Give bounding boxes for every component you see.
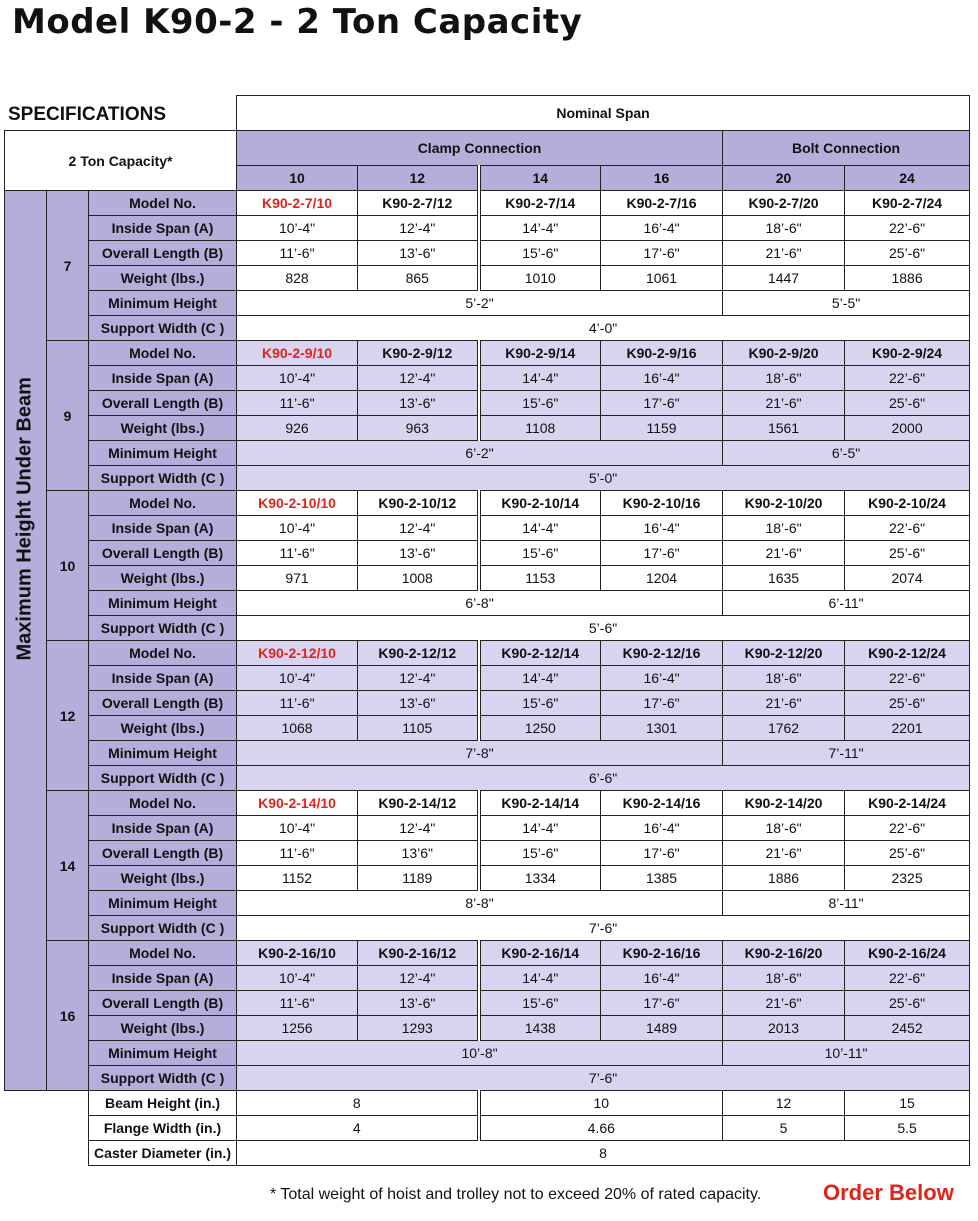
spec-value: 22’-6" (845, 816, 970, 841)
spec-value: 16’-4" (601, 516, 723, 541)
spec-value: 11’-6" (237, 241, 358, 266)
row-label-support: Support Width (C ) (89, 616, 237, 641)
model-number: K90-2-9/14 (479, 341, 601, 366)
row-label-weight: Weight (lbs.) (89, 416, 237, 441)
model-number: K90-2-7/24 (845, 191, 970, 216)
support-width: 6’-6" (237, 766, 970, 791)
model-number: K90-2-16/12 (358, 941, 479, 966)
spacer-cell (5, 1091, 89, 1116)
spec-value: 14’-4" (479, 516, 601, 541)
spec-value: 13’-6" (358, 241, 479, 266)
spec-value: 1189 (358, 866, 479, 891)
spec-value: 2201 (845, 716, 970, 741)
spec-value: 14’-4" (479, 216, 601, 241)
min-height-bolt: 10’-11" (723, 1041, 970, 1066)
table-row (5, 766, 970, 791)
model-number: K90-2-14/16 (601, 791, 723, 816)
model-number: K90-2-16/10 (237, 941, 358, 966)
table-row (5, 716, 970, 741)
spec-value: 12’-4" (358, 216, 479, 241)
table-row (5, 691, 970, 716)
spec-value: 16’-4" (601, 816, 723, 841)
row-label-overall: Overall Length (B) (89, 391, 237, 416)
spec-value: 1159 (601, 416, 723, 441)
model-number: K90-2-10/10 (237, 491, 358, 516)
spec-value: 2074 (845, 566, 970, 591)
model-number: K90-2-7/20 (723, 191, 845, 216)
spec-value: 10 (479, 1091, 723, 1116)
model-number: K90-2-9/16 (601, 341, 723, 366)
spec-value: 1010 (479, 266, 601, 291)
spec-value: 22’-6" (845, 966, 970, 991)
model-number: K90-2-7/12 (358, 191, 479, 216)
model-number: K90-2-12/14 (479, 641, 601, 666)
page-title: Model K90-2 - 2 Ton Capacity (12, 2, 583, 42)
spec-value: 1385 (601, 866, 723, 891)
spec-value: 1256 (237, 1016, 358, 1041)
table-row (5, 516, 970, 541)
table-row (5, 816, 970, 841)
spec-value: 2000 (845, 416, 970, 441)
spec-value: 11’-6" (237, 691, 358, 716)
spec-value: 18’-6" (723, 516, 845, 541)
spec-value: 1561 (723, 416, 845, 441)
row-label-weight: Weight (lbs.) (89, 866, 237, 891)
spec-value: 10’-4" (237, 966, 358, 991)
spec-value: 25’-6" (845, 541, 970, 566)
min-height-bolt: 8’-11" (723, 891, 970, 916)
min-height-bolt: 7’-11" (723, 741, 970, 766)
spec-value: 17’-6" (601, 541, 723, 566)
spec-value: 11’-6" (237, 841, 358, 866)
row-label-support: Support Width (C ) (89, 1066, 237, 1091)
spec-value: 1061 (601, 266, 723, 291)
row-label-minheight: Minimum Height (89, 1041, 237, 1066)
spec-value: 18’-6" (723, 216, 845, 241)
spec-value: 25’-6" (845, 991, 970, 1016)
footnote: * Total weight of hoist and trolley not to exceed 20% of rated capacity. (270, 1186, 762, 1203)
spec-value: 25’-6" (845, 241, 970, 266)
spec-value: 13’-6" (358, 991, 479, 1016)
spec-value: 17’-6" (601, 691, 723, 716)
model-number: K90-2-7/14 (479, 191, 601, 216)
spec-value: 11’-6" (237, 391, 358, 416)
table-row (5, 866, 970, 891)
spec-value: 10’-4" (237, 516, 358, 541)
spec-value: 1153 (479, 566, 601, 591)
spec-value: 15’-6" (479, 541, 601, 566)
spec-value: 14’-4" (479, 666, 601, 691)
model-number: K90-2-9/12 (358, 341, 479, 366)
spec-value: 1635 (723, 566, 845, 591)
table-row (5, 891, 970, 916)
model-number: K90-2-10/20 (723, 491, 845, 516)
table-row (5, 566, 970, 591)
table-row (5, 1091, 970, 1116)
spec-value: 1447 (723, 266, 845, 291)
spec-value: 2452 (845, 1016, 970, 1041)
spec-value: 8 (237, 1091, 479, 1116)
model-number: K90-2-16/16 (601, 941, 723, 966)
row-label-inside: Inside Span (A) (89, 816, 237, 841)
order-below-link[interactable]: Order Below (823, 1180, 954, 1205)
spec-value: 14’-4" (479, 966, 601, 991)
row-label-inside: Inside Span (A) (89, 216, 237, 241)
spec-value: 963 (358, 416, 479, 441)
row-label-beam: Beam Height (in.) (89, 1091, 237, 1116)
table-row (5, 316, 970, 341)
spec-value: 2013 (723, 1016, 845, 1041)
spec-value: 971 (237, 566, 358, 591)
height-group-label: 9 (47, 341, 89, 491)
model-number: K90-2-9/20 (723, 341, 845, 366)
span-header-16: 16 (601, 166, 723, 191)
table-row (5, 541, 970, 566)
spec-value: 18’-6" (723, 666, 845, 691)
span-header-14: 14 (479, 166, 601, 191)
height-group-label: 12 (47, 641, 89, 791)
table-row (5, 491, 970, 516)
table-row (5, 441, 970, 466)
spec-value: 1301 (601, 716, 723, 741)
spec-value: 13’-6" (358, 391, 479, 416)
spec-value: 15’-6" (479, 691, 601, 716)
spec-value: 18’-6" (723, 966, 845, 991)
support-width: 5’-6" (237, 616, 970, 641)
height-group-label: 10 (47, 491, 89, 641)
row-label-overall: Overall Length (B) (89, 841, 237, 866)
table-row (5, 591, 970, 616)
spec-value: 22’-6" (845, 216, 970, 241)
row-label-weight: Weight (lbs.) (89, 566, 237, 591)
model-number: K90-2-12/10 (237, 641, 358, 666)
row-label-minheight: Minimum Height (89, 741, 237, 766)
spec-value: 17’-6" (601, 991, 723, 1016)
row-label-model: Model No. (89, 791, 237, 816)
min-height-clamp: 8’-8" (237, 891, 723, 916)
min-height-bolt: 5’-5" (723, 291, 970, 316)
spec-value: 1152 (237, 866, 358, 891)
spec-value: 1886 (723, 866, 845, 891)
spec-value: 22’-6" (845, 666, 970, 691)
spec-value: 1293 (358, 1016, 479, 1041)
spec-value: 21’-6" (723, 241, 845, 266)
table-row (5, 741, 970, 766)
spec-value: 12’-4" (358, 816, 479, 841)
height-group-label: 16 (47, 941, 89, 1091)
table-row (5, 366, 970, 391)
row-label-model: Model No. (89, 191, 237, 216)
spec-value: 25’-6" (845, 391, 970, 416)
spec-value: 25’-6" (845, 691, 970, 716)
table-row (5, 616, 970, 641)
row-label-model: Model No. (89, 491, 237, 516)
model-number: K90-2-16/24 (845, 941, 970, 966)
table-row (5, 1116, 970, 1141)
row-label-weight: Weight (lbs.) (89, 716, 237, 741)
spec-value: 15 (845, 1091, 970, 1116)
min-height-clamp: 10’-8" (237, 1041, 723, 1066)
spec-value: 10’-4" (237, 666, 358, 691)
spec-value: 12’-4" (358, 516, 479, 541)
table-row (5, 666, 970, 691)
table-row (5, 1016, 970, 1041)
model-number: K90-2-12/24 (845, 641, 970, 666)
row-label-inside: Inside Span (A) (89, 966, 237, 991)
spec-value: 14’-4" (479, 816, 601, 841)
row-label-minheight: Minimum Height (89, 291, 237, 316)
spec-value: 12’-4" (358, 666, 479, 691)
spec-value: 15’-6" (479, 991, 601, 1016)
row-label-support: Support Width (C ) (89, 766, 237, 791)
spec-value: 18’-6" (723, 366, 845, 391)
table-row (5, 266, 970, 291)
capacity-header: 2 Ton Capacity* (5, 131, 237, 191)
spec-value: 11’-6" (237, 541, 358, 566)
model-number: K90-2-7/16 (601, 191, 723, 216)
spec-value: 1108 (479, 416, 601, 441)
spec-value: 13’6" (358, 841, 479, 866)
spec-value: 21’-6" (723, 691, 845, 716)
table-row (5, 1066, 970, 1091)
min-height-clamp: 5’-2" (237, 291, 723, 316)
spec-value: 10’-4" (237, 366, 358, 391)
span-header-24: 24 (845, 166, 970, 191)
spec-value: 25’-6" (845, 841, 970, 866)
spec-value: 21’-6" (723, 841, 845, 866)
table-row (5, 991, 970, 1016)
model-number: K90-2-14/14 (479, 791, 601, 816)
spec-table (4, 95, 970, 1166)
nominal-span-header: Nominal Span (237, 96, 970, 131)
height-group-label: 14 (47, 791, 89, 941)
model-number: K90-2-14/20 (723, 791, 845, 816)
span-header-12: 12 (358, 166, 479, 191)
spec-value: 12 (723, 1091, 845, 1116)
model-number: K90-2-9/10 (237, 341, 358, 366)
model-number: K90-2-10/24 (845, 491, 970, 516)
row-label-inside: Inside Span (A) (89, 666, 237, 691)
specifications-label: SPECIFICATIONS (8, 104, 166, 125)
model-number: K90-2-14/12 (358, 791, 479, 816)
spec-value: 16’-4" (601, 366, 723, 391)
model-number: K90-2-12/16 (601, 641, 723, 666)
span-header-20: 20 (723, 166, 845, 191)
row-label-minheight: Minimum Height (89, 441, 237, 466)
support-width: 7’-6" (237, 916, 970, 941)
table-row (5, 191, 970, 216)
row-label-support: Support Width (C ) (89, 916, 237, 941)
spec-value: 5 (723, 1116, 845, 1141)
min-height-clamp: 7’-8" (237, 741, 723, 766)
table-row (5, 416, 970, 441)
spec-value: 865 (358, 266, 479, 291)
spec-value: 21’-6" (723, 991, 845, 1016)
height-group-label: 7 (47, 191, 89, 341)
spacer-cell (5, 96, 237, 131)
row-label-model: Model No. (89, 641, 237, 666)
model-number: K90-2-7/10 (237, 191, 358, 216)
row-label-inside: Inside Span (A) (89, 516, 237, 541)
spec-value: 22’-6" (845, 366, 970, 391)
table-row (5, 341, 970, 366)
spec-value: 13’-6" (358, 691, 479, 716)
spec-value: 828 (237, 266, 358, 291)
row-label-model: Model No. (89, 341, 237, 366)
model-number: K90-2-12/12 (358, 641, 479, 666)
row-label-overall: Overall Length (B) (89, 991, 237, 1016)
row-label-caster: Caster Diameter (in.) (89, 1141, 237, 1166)
row-label-support: Support Width (C ) (89, 316, 237, 341)
model-number: K90-2-9/24 (845, 341, 970, 366)
spec-value: 4 (237, 1116, 479, 1141)
caster-diameter: 8 (237, 1141, 970, 1166)
model-number: K90-2-10/12 (358, 491, 479, 516)
model-number: K90-2-10/14 (479, 491, 601, 516)
spec-value: 1438 (479, 1016, 601, 1041)
model-number: K90-2-16/14 (479, 941, 601, 966)
spec-value: 13’-6" (358, 541, 479, 566)
row-label-support: Support Width (C ) (89, 466, 237, 491)
spec-value: 1008 (358, 566, 479, 591)
row-label-overall: Overall Length (B) (89, 241, 237, 266)
table-row (5, 641, 970, 666)
min-height-bolt: 6’-11" (723, 591, 970, 616)
spec-value: 11’-6" (237, 991, 358, 1016)
spec-value: 14’-4" (479, 366, 601, 391)
model-number: K90-2-10/16 (601, 491, 723, 516)
table-row (5, 841, 970, 866)
spec-value: 21’-6" (723, 541, 845, 566)
spec-value: 10’-4" (237, 816, 358, 841)
row-label-flange: Flange Width (in.) (89, 1116, 237, 1141)
spec-value: 1489 (601, 1016, 723, 1041)
min-height-clamp: 6’-8" (237, 591, 723, 616)
table-row (5, 791, 970, 816)
row-label-overall: Overall Length (B) (89, 541, 237, 566)
spec-value: 5.5 (845, 1116, 970, 1141)
row-label-minheight: Minimum Height (89, 891, 237, 916)
row-label-weight: Weight (lbs.) (89, 1016, 237, 1041)
spec-value: 1068 (237, 716, 358, 741)
row-label-overall: Overall Length (B) (89, 691, 237, 716)
spec-value: 18’-6" (723, 816, 845, 841)
spec-value: 926 (237, 416, 358, 441)
table-row (5, 941, 970, 966)
spec-value: 1204 (601, 566, 723, 591)
spec-value: 1886 (845, 266, 970, 291)
spec-value: 16’-4" (601, 666, 723, 691)
support-width: 5’-0" (237, 466, 970, 491)
spec-value: 22’-6" (845, 516, 970, 541)
spec-value: 12’-4" (358, 366, 479, 391)
spec-value: 1762 (723, 716, 845, 741)
spec-value: 10’-4" (237, 216, 358, 241)
model-number: K90-2-14/10 (237, 791, 358, 816)
spec-value: 12’-4" (358, 966, 479, 991)
model-number: K90-2-16/20 (723, 941, 845, 966)
support-width: 7’-6" (237, 1066, 970, 1091)
table-row (5, 1041, 970, 1066)
spacer-cell (5, 1141, 89, 1166)
clamp-connection-header: Clamp Connection (237, 131, 723, 166)
spec-value: 15’-6" (479, 241, 601, 266)
spec-value: 16’-4" (601, 216, 723, 241)
row-label-weight: Weight (lbs.) (89, 266, 237, 291)
side-label (5, 191, 47, 1091)
table-row (5, 291, 970, 316)
table-row (5, 1141, 970, 1166)
spec-value: 17’-6" (601, 841, 723, 866)
model-number: K90-2-12/20 (723, 641, 845, 666)
span-header-10: 10 (237, 166, 358, 191)
side-label-text: Maximum Height Under Beam (13, 377, 36, 661)
bolt-connection-header: Bolt Connection (723, 131, 970, 166)
spec-value: 21’-6" (723, 391, 845, 416)
table-row (5, 916, 970, 941)
min-height-bolt: 6’-5" (723, 441, 970, 466)
row-label-model: Model No. (89, 941, 237, 966)
spec-value: 1105 (358, 716, 479, 741)
spec-value: 4.66 (479, 1116, 723, 1141)
spec-value: 17’-6" (601, 391, 723, 416)
spec-value: 15’-6" (479, 391, 601, 416)
spec-value: 1334 (479, 866, 601, 891)
min-height-clamp: 6’-2" (237, 441, 723, 466)
model-number: K90-2-14/24 (845, 791, 970, 816)
table-row (5, 216, 970, 241)
table-row (5, 466, 970, 491)
spacer-cell (5, 1116, 89, 1141)
spec-value: 1250 (479, 716, 601, 741)
spec-value: 15’-6" (479, 841, 601, 866)
spec-value: 17’-6" (601, 241, 723, 266)
spec-value: 16’-4" (601, 966, 723, 991)
table-row (5, 241, 970, 266)
table-row (5, 966, 970, 991)
table-row (5, 391, 970, 416)
support-width: 4’-0" (237, 316, 970, 341)
spec-value: 2325 (845, 866, 970, 891)
row-label-inside: Inside Span (A) (89, 366, 237, 391)
row-label-minheight: Minimum Height (89, 591, 237, 616)
